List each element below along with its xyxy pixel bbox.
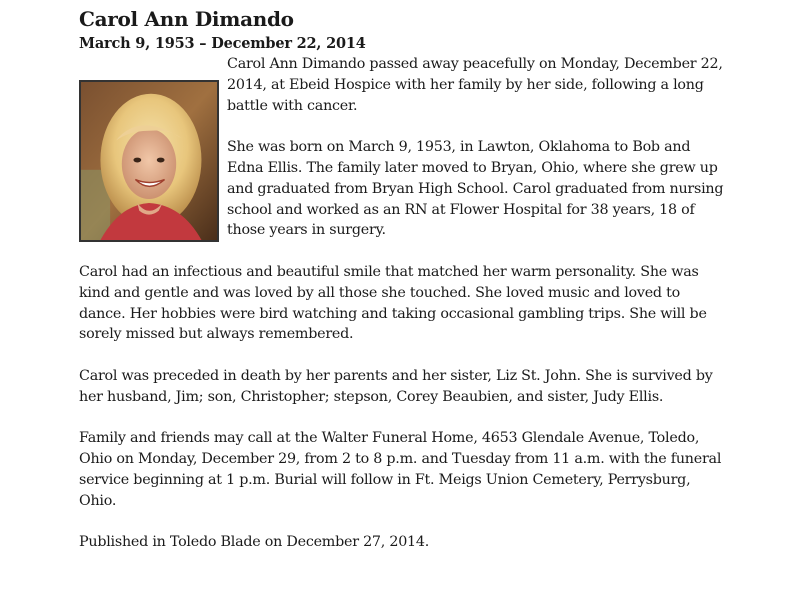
obituary-dates: March 9, 1953 – December 22, 2014 [79, 35, 366, 52]
portrait-photo-icon [81, 82, 217, 240]
paragraph-family: Carol was preceded in death by her parents and her sister, Liz St. John. She is survived by her husband, Jim; son, Christopher; stepson, Corey Beaubien, and sister, Judy Ellis. [79, 367, 713, 405]
paragraph-early-life: She was born on March 9, 1953, in Lawton, Oklahoma to Bob and Edna Ellis. The family later moved to Bryan, Ohio, where she grew up and graduated from Bryan High School. Carol graduated from nursing school and worked as an RN at Flower Hospital for 38 years, 18 of those years in surgery. [227, 139, 724, 239]
paragraph-passing: Carol Ann Dimando passed away peacefully on Monday, December 22, 2014, at Ebeid Hospice with her family by her side, following a long battle with cancer. [227, 56, 723, 114]
obituary-name: Carol Ann Dimando [79, 7, 294, 31]
paragraph-personality: Carol had an infectious and beautiful smile that matched her warm personality. She was kind and gentle and was loved by all those she touched. She loved music and loved to dance. Her hobbies were bird watching and taking occasional gambling trips. She will be sorely missed but always remembered. [79, 263, 707, 343]
paragraph-publication: Published in Toledo Blade on December 27, 2014. [79, 534, 430, 551]
paragraph-services: Family and friends may call at the Walter Funeral Home, 4653 Glendale Avenue, Toledo, Ohio on Monday, December 29, from 2 to 8 p.m. and Tuesday from 11 a.m. with the funeral service beginning at 1 p.m. Burial will follow in Ft. Meigs Union Cemetery, Perrysburg, Ohio. [79, 430, 722, 509]
obituary-page [79, 6, 729, 574]
portrait-photo [79, 80, 219, 242]
